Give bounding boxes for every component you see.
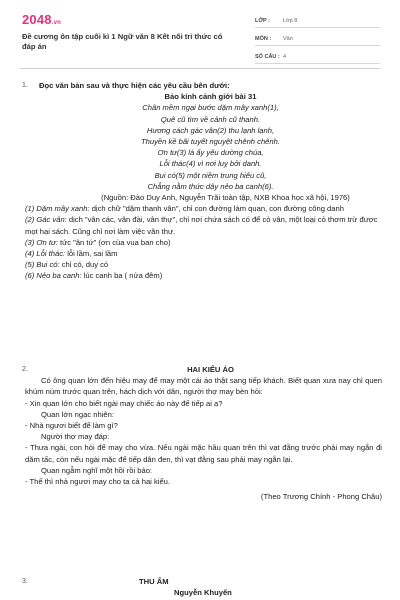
question-body	[25, 80, 382, 282]
header-divider	[20, 68, 380, 69]
story-paragraph: - Thưa ngài, con hỏi để may cho vừa. Nếu ngài mặc hầu quan trên thì vạt đằng trước phải may ngắn đi dăm tấc, còn nếu ngài mặc để tiếp dân đen, thì vạt đằng sau phải may ngắn lại.	[25, 443, 382, 464]
story-paragraph: - Xin quan lớn cho biết ngài may chiếc áo này để tiếp ai ạ?	[25, 398, 223, 408]
story-paragraph: Quan lớn ngạc nhiên:	[41, 409, 114, 419]
footnote	[25, 214, 382, 236]
footnote-term: (5) Bui có:	[25, 260, 60, 270]
footnote-text: tức "ân tứ" (ơn của vua ban cho)	[57, 237, 171, 247]
logo-text: 2048	[22, 12, 52, 27]
document-meta	[255, 14, 380, 68]
question-body	[39, 576, 382, 598]
footnote	[25, 259, 382, 270]
poem-title: THU ẨM	[139, 577, 169, 586]
footnote-text: dịch chữ "dặm thanh vân", chỉ con đường làm quan, con đường công danh	[89, 204, 344, 214]
footnote-text: chỉ có, duy có	[59, 260, 109, 270]
poem-author: Nguyễn Khuyến	[174, 588, 232, 598]
poem-line: Thuyền kề bãi tuyết nguyệt chênh chênh.	[141, 137, 280, 147]
footnote	[25, 248, 382, 259]
poem-title: Bảo kính cảnh giới bài 31	[164, 92, 257, 102]
footnote-text: dịch "vân các, vân đài, vân thự", chỉ nơi chứa sách có để cỏ vân, một loại cỏ thơm trừ được mọt hại sách. Cũng chỉ nơi làm việc văn thư.	[25, 215, 378, 236]
footnote-term: (4) Lỗi thác:	[25, 249, 66, 259]
meta-key: MÔN :	[255, 35, 272, 42]
story-paragraph: Có ông quan lớn đến hiệu may để may một cái áo thật sang tiếp khách. Biết quan xưa nay chỉ quen khúm núm trước quan trên, hách dịch với dân, người thợ may bèn hỏi:	[25, 376, 382, 397]
poem-line: Lỗi thác(4) vì nơi luỵ bởi danh.	[159, 159, 262, 169]
meta-value: 4	[283, 53, 287, 60]
meta-key: LỚP :	[255, 17, 270, 24]
poem-line: Chẳng nằm thức dậy nẻo ba canh(6).	[147, 181, 274, 191]
footnotes	[25, 203, 382, 281]
poem-line: Hương cách gác vân(2) thu lạnh lạnh,	[146, 125, 275, 135]
question-number: 3.	[22, 578, 28, 585]
question-body	[25, 364, 382, 502]
footnote	[25, 237, 382, 248]
meta-value: Lớp 8	[283, 17, 298, 24]
footnote	[25, 203, 382, 214]
document-header	[0, 0, 400, 68]
meta-row-subject	[255, 32, 380, 46]
story-paragraph: - Nhà ngươi biết để làm gì?	[25, 421, 118, 431]
site-logo[interactable]	[22, 12, 61, 27]
footnote-text: lỗi lầm, sai lầm	[65, 249, 118, 259]
footnote-term: (1) Dặm mây xanh:	[25, 204, 90, 214]
footnote-term: (3) Ơn tư:	[25, 237, 58, 247]
footnote-text: lúc canh ba ( nửa đêm)	[81, 271, 163, 281]
question-number: 2.	[22, 366, 28, 373]
poem-line: Ơn tư(3) là ấy yêu dường chúa,	[157, 148, 264, 158]
poem-line: Chân mềm ngại bước dặm mây xanh(1),	[142, 103, 279, 113]
meta-key: SỐ CÂU :	[255, 53, 280, 60]
footnote-term: (6) Nẻo ba canh:	[25, 271, 82, 281]
poem	[39, 102, 382, 192]
meta-row-count	[255, 50, 380, 64]
document-title: Đề cương ôn tập cuối kì 1 Ngữ văn 8 Kết nối tri thức có đáp án	[22, 32, 223, 51]
meta-value: Văn	[283, 35, 293, 42]
poem-line: Quê cũ tìm về cảnh cũ thanh.	[160, 114, 261, 124]
meta-row-class	[255, 14, 380, 28]
story	[25, 375, 382, 487]
story-paragraph: Quan ngẫm nghĩ một hồi rồi bảo:	[41, 465, 153, 475]
poem-source: (Nguồn: Đào Duy Anh, Nguyễn Trãi toàn tập, NXB Khoa học xã hội, 1976)	[101, 193, 350, 203]
logo-suffix: .vn	[51, 20, 62, 26]
question-number: 1.	[22, 82, 28, 89]
story-source: (Theo Trương Chính - Phong Châu)	[260, 492, 382, 502]
story-paragraph: - Thế thì nhà ngươi may cho ta cả hai kiểu.	[25, 477, 171, 487]
story-paragraph: Người thợ may đáp:	[41, 432, 110, 442]
question-instruction: Đọc văn bản sau và thực hiện các yêu cầu bên dưới:	[39, 81, 230, 90]
footnote	[25, 270, 382, 281]
poem-line: Bui có(5) một niềm trung hiếu cũ,	[154, 170, 267, 180]
story-title: HAI KIỂU ÁO	[187, 365, 234, 374]
footnote-term: (2) Gác vân:	[25, 215, 67, 225]
